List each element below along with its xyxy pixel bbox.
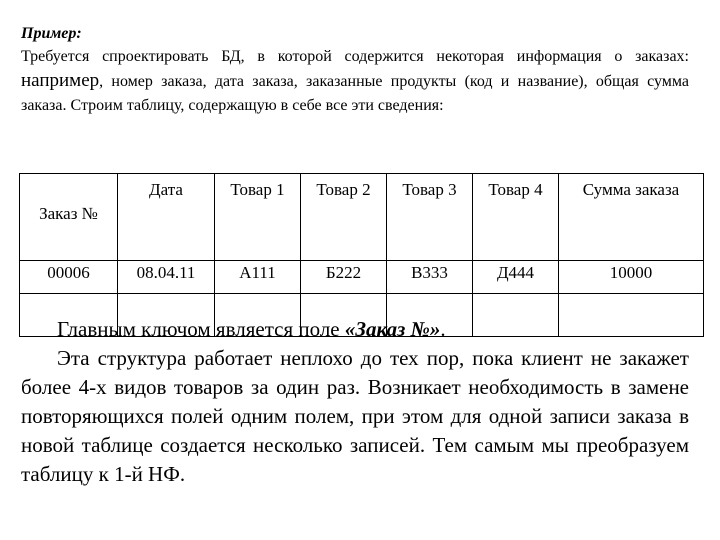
header-order-number: Заказ № (20, 174, 118, 261)
header-item-4: Товар 4 (473, 174, 559, 261)
intro-text-end: , номер заказа, дата заказа, заказанные продукты (код и название), общая сумма заказа. Строим таблицу, содержащую в себе все эти сведения: (21, 73, 689, 114)
cell-item-4: Д444 (473, 261, 559, 294)
header-item-2: Товар 2 (301, 174, 387, 261)
key-text-end: . (440, 317, 446, 341)
key-paragraph (21, 315, 689, 344)
header-total: Сумма заказа (559, 174, 704, 261)
header-date: Дата (118, 174, 215, 261)
cell-item-3: В333 (387, 261, 473, 294)
cell-total: 10000 (559, 261, 704, 294)
header-item-1: Товар 1 (215, 174, 301, 261)
cell-order-number: 00006 (20, 261, 118, 294)
intro-highlight: например (21, 70, 100, 91)
intro-text-start: Требуется спроектировать БД, в которой содержится некоторая информация о заказах: (21, 48, 689, 65)
explanation-paragraph: Эта структура работает неплохо до тех пор, пока клиент не закажет более 4-х видов товаров за один раз. Возникает необходимость в замене повторяющихся полей одним полем, при этом для одной записи заказа в новой таблице создается несколько записей. Тем самым мы преобразуем таблицу к 1-й НФ. (21, 346, 689, 486)
key-field-name: «Заказ №» (344, 317, 441, 341)
cell-date: 08.04.11 (118, 261, 215, 294)
table-header-row (20, 174, 704, 261)
body-text (21, 315, 689, 489)
orders-table (19, 173, 704, 337)
example-heading: Пример: (21, 25, 82, 42)
cell-item-2: Б222 (301, 261, 387, 294)
cell-item-1: А111 (215, 261, 301, 294)
header-item-3: Товар 3 (387, 174, 473, 261)
intro-paragraph (21, 45, 689, 118)
key-text-start: Главным ключом является поле (57, 317, 345, 341)
table-row (20, 261, 704, 294)
